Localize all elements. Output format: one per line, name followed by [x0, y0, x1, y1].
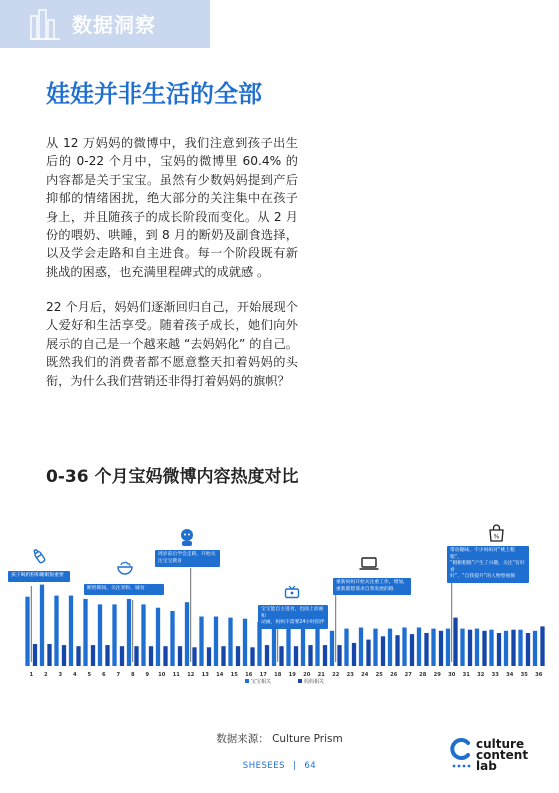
baby-bar-27: [402, 628, 406, 667]
mom-bar-28: [424, 633, 428, 666]
legend-swatch: [298, 679, 302, 683]
annotation-text: 重新都想谋求自我发展的路: [336, 586, 394, 592]
baby-bar-2: [40, 585, 44, 666]
mom-bar-13: [207, 647, 211, 666]
mom-bar-15: [236, 646, 240, 666]
mom-bar-10: [163, 646, 167, 666]
legend-label: 宝宝相关: [251, 679, 272, 685]
mom-bar-30: [453, 618, 457, 666]
baby-bar-19: [286, 624, 290, 666]
mom-bar-36: [540, 626, 544, 666]
baby-bar-25: [373, 629, 377, 666]
x-tick-label: 8: [130, 672, 135, 678]
x-tick-label: 25: [375, 672, 383, 678]
baby-bar-5: [83, 599, 87, 666]
baby-bar-13: [199, 617, 203, 667]
mom-bar-22: [337, 645, 341, 666]
logo-word-1: culture: [476, 737, 525, 751]
x-tick-label: 22: [332, 672, 340, 678]
mom-bar-9: [149, 646, 153, 666]
mom-bar-29: [439, 631, 443, 666]
culture-content-lab-logo: [450, 736, 550, 776]
shopping-bag-icon: [488, 524, 505, 542]
x-tick-label: 26: [390, 672, 398, 678]
x-tick-label: 17: [259, 672, 267, 678]
mom-bar-31: [468, 630, 472, 666]
page-title: 娃娃并非生活的全部: [46, 80, 262, 108]
legend-label: 妈妈相关: [304, 679, 325, 685]
x-tick-label: 29: [433, 672, 441, 678]
baby-bar-24: [359, 628, 363, 667]
x-tick-label: 12: [187, 672, 195, 678]
mom-bar-11: [178, 646, 182, 666]
baby-bar-34: [504, 631, 508, 666]
page-number: 64: [304, 761, 317, 771]
annotation-month-1: [8, 571, 70, 582]
x-tick-label: 13: [201, 672, 209, 678]
x-tick-label: 14: [216, 672, 224, 678]
body-paragraph-1: 从 12 万妈妈的微博中，我们注意到孩子出生后的 0-22 个月中，宝妈的微博里 60.4% 的内容都是关于宝宝。虽然有少数妈妈提到产后抑郁的情绪困扰，绝大部分的关注集中在孩子身上，并且随孩子的成长阶段而变化。从 2 月份的喂奶、哄睡，到 8 月的断奶及副食选择，以及学会走路和自主进食。每一个阶段既有新挑战的困惑，也充满里程碑式的成就感 。: [46, 136, 298, 279]
annotation-month-12: [155, 550, 220, 567]
legend-swatch: [245, 679, 249, 683]
x-tick-label: 30: [448, 672, 456, 678]
baby-bar-3: [54, 596, 58, 666]
annotation-text: 注宝宝教育: [158, 558, 182, 564]
x-tick-label: 5: [87, 672, 92, 678]
footer-brand: SHESEES: [242, 761, 285, 771]
mom-bar-24: [366, 640, 370, 666]
data-source: 数据来源： Culture Prism: [216, 733, 343, 745]
mom-bar-18: [279, 646, 283, 666]
x-tick-label: 6: [101, 672, 106, 678]
mom-bar-26: [395, 635, 399, 666]
laptop-icon: [359, 556, 379, 571]
mom-bar-3: [62, 645, 66, 666]
baby-bar-4: [69, 596, 73, 666]
baby-bar-17: [257, 622, 261, 666]
x-tick-label: 36: [535, 672, 543, 678]
annotation-month-8: [84, 584, 164, 595]
x-tick-label: 24: [361, 672, 369, 678]
body-paragraph-2: 22 个月后，妈妈们逐渐回归自己，开始展现个人爱好和生活享受。随着孩子成长，她们向外展示的自己是一个越来越 “去妈妈化” 的自己。既然我们的消费者都不愿意整天扣着妈妈的头衔，为什么我们营销还非得打着妈妈的旗帜？: [46, 300, 298, 388]
baby-bar-10: [156, 608, 160, 666]
food-bowl-icon: [116, 560, 134, 576]
annotation-text: 孩子喝奶粉和睡眠很重要: [11, 573, 64, 578]
baby-bar-16: [243, 619, 247, 666]
x-tick-label: 28: [419, 672, 427, 678]
x-tick-label: 23: [346, 672, 354, 678]
mom-bar-7: [120, 646, 124, 666]
x-tick-label: 33: [491, 672, 499, 678]
baby-bar-20: [301, 625, 305, 666]
baby-bar-8: [127, 599, 131, 666]
mom-bar-21: [323, 645, 327, 666]
baby-bar-11: [170, 611, 174, 666]
svg-text:%: %: [493, 533, 500, 541]
x-tick-label: 32: [477, 672, 485, 678]
baby-bar-28: [417, 628, 421, 667]
logo-c-mark-icon: [450, 738, 472, 760]
mom-bar-6: [105, 645, 109, 666]
annotation-text: 动画，妈妈不需要24小时陪伴: [261, 620, 325, 625]
mom-bar-14: [221, 646, 225, 666]
x-tick-label: 15: [230, 672, 238, 678]
logo-word-3: lab: [476, 759, 497, 773]
baby-bar-6: [98, 604, 102, 666]
baby-bar-31: [460, 629, 464, 666]
baby-bar-12: [185, 602, 189, 666]
x-tick-label: 35: [520, 672, 528, 678]
baby-bar-1: [25, 597, 29, 666]
baby-bar-18: [272, 623, 276, 666]
mom-bar-2: [47, 644, 51, 666]
x-tick-label: 10: [158, 672, 166, 678]
annotation-text: 好”、“自我提升”的人物型视频: [450, 574, 516, 579]
mom-bar-17: [265, 645, 269, 666]
x-tick-label: 19: [288, 672, 296, 678]
baby-bar-15: [228, 618, 232, 666]
x-tick-label: 31: [462, 672, 470, 678]
annotation-month-18: [258, 605, 328, 629]
baby-bar-14: [214, 617, 218, 667]
baby-bar-22: [330, 631, 334, 666]
baby-bar-35: [518, 630, 522, 666]
x-tick-label: 9: [145, 672, 150, 678]
annotation-text: 重新妈妈开始关注重工作，增加，: [336, 580, 408, 585]
logo-dots-icon: [452, 764, 474, 768]
mom-bar-8: [134, 646, 138, 666]
x-tick-label: 4: [72, 672, 77, 678]
annotation-text: 周岁前后学会走路，开始关: [158, 552, 216, 557]
baby-bar-21: [315, 629, 319, 666]
x-tick-label: 34: [506, 672, 514, 678]
annotation-month-30: [447, 546, 529, 583]
baby-bar-33: [489, 630, 493, 666]
baby-bar-23: [344, 629, 348, 666]
mom-bar-4: [76, 646, 80, 666]
annotation-text: 带动趣味，不少妈妈对“桃上粗粮”，: [450, 548, 515, 560]
x-tick-label: 16: [245, 672, 253, 678]
section-header-band: [0, 0, 210, 48]
x-tick-label: 27: [404, 672, 412, 678]
x-tick-label: 2: [43, 672, 48, 678]
baby-bar-9: [141, 604, 145, 666]
mom-bar-19: [294, 646, 298, 666]
mom-bar-12: [192, 647, 196, 666]
mom-bar-27: [410, 634, 414, 666]
annotation-text: “粗粮粗粮”产生了兴趣，关注“有好看: [450, 561, 525, 573]
x-tick-label: 20: [303, 672, 311, 678]
mom-bar-1: [33, 644, 37, 666]
mom-bar-34: [511, 630, 515, 666]
annotation-text: 宝宝能自主进食，也面上动画和: [261, 607, 324, 619]
x-tick-label: 11: [172, 672, 180, 678]
footer-separator: |: [293, 761, 297, 771]
x-tick-label: 1: [29, 672, 34, 678]
x-tick-label: 18: [274, 672, 282, 678]
mom-bar-20: [308, 645, 312, 666]
baby-bar-36: [533, 631, 537, 666]
baby-bar-26: [388, 629, 392, 666]
mom-bar-32: [482, 631, 486, 666]
baby-bottle-icon: [31, 547, 47, 565]
toddler-icon: [178, 528, 196, 547]
mom-bar-5: [91, 645, 95, 666]
baby-bar-32: [475, 629, 479, 666]
baby-bar-7: [112, 604, 116, 666]
section-title: 数据洞察: [72, 13, 156, 37]
logo-word-2: content: [476, 748, 529, 762]
mom-bar-23: [352, 643, 356, 666]
baby-bar-29: [431, 629, 435, 666]
x-tick-label: 3: [58, 672, 63, 678]
annotation-text: 断奶期间，关注米粉、辅食: [87, 586, 145, 591]
building-chart-icon: [30, 8, 60, 40]
x-tick-label: 21: [317, 672, 325, 678]
mom-bar-33: [497, 633, 501, 666]
annotation-month-22: [333, 578, 411, 595]
mom-bar-16: [250, 647, 254, 666]
chart-title: 0-36 个月宝妈微博内容热度对比: [46, 467, 299, 487]
mom-bar-25: [381, 636, 385, 666]
x-tick-label: 7: [116, 672, 121, 678]
tv-icon: [284, 585, 300, 599]
mom-bar-35: [526, 633, 530, 666]
baby-bar-30: [446, 629, 450, 666]
